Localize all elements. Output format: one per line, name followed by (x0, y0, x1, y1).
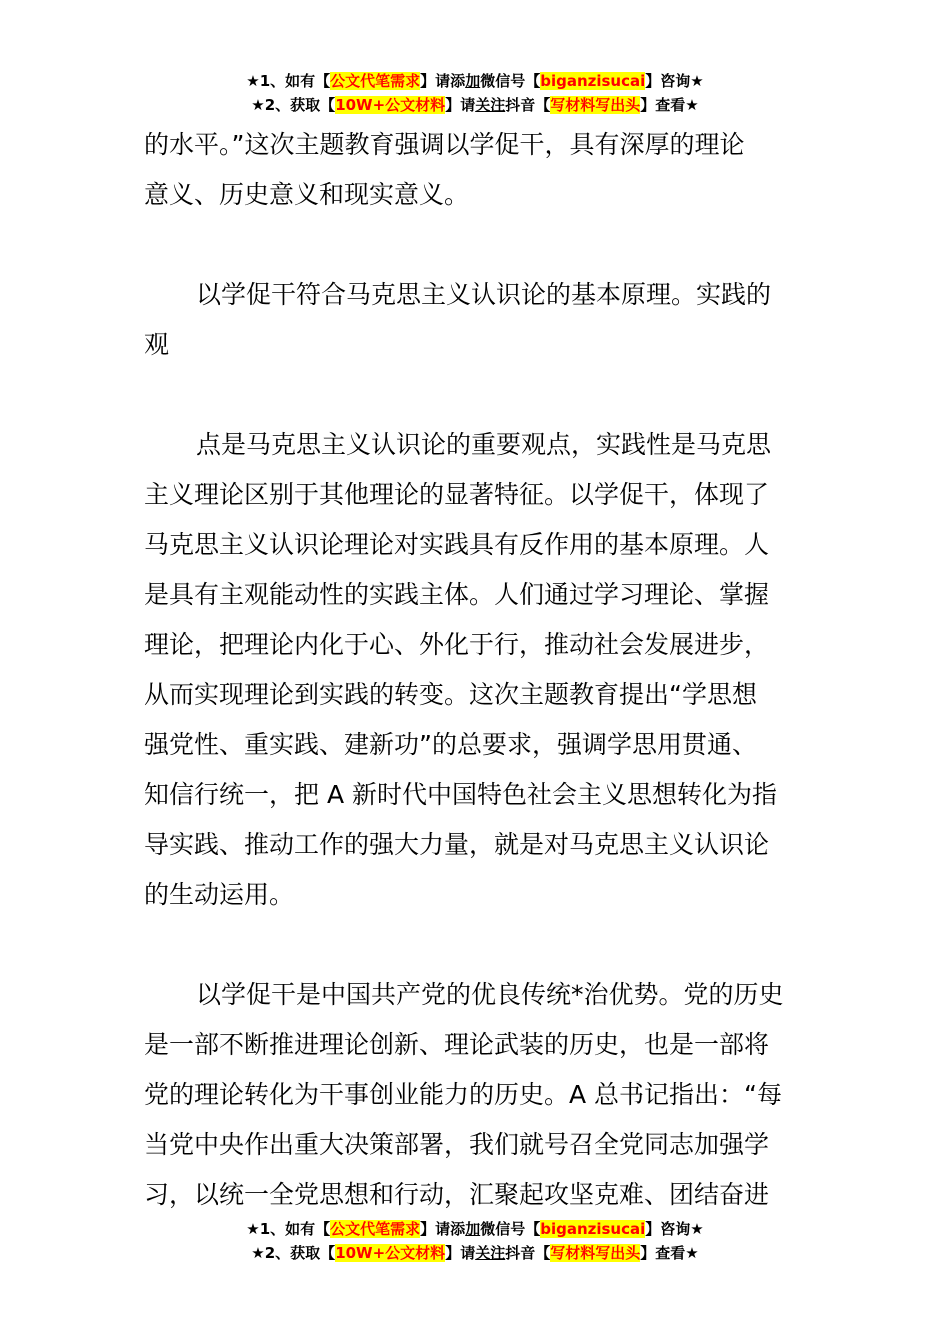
highlight-service: 公文代笔需求 (330, 1220, 421, 1238)
banner-text: 抖音【 (505, 96, 551, 114)
text-line: 知信行统一，把 A 新时代中国特色社会主义思想转化为指 (144, 780, 777, 809)
banner-line-1 (0, 69, 950, 93)
banner-text: ★2、获取【 (251, 1244, 336, 1262)
banner-text: 】查看★ (640, 1244, 699, 1262)
paragraph-4 (144, 970, 808, 1220)
banner-text: ★1、如有【 (246, 1220, 331, 1238)
banner-text: 微信号【 (480, 72, 541, 90)
banner-line-2 (0, 1241, 950, 1265)
text-line-content: 以学促干符合马克思主义认识论的基本原理。实践的 (196, 280, 772, 309)
banner-text: 】查看★ (640, 96, 699, 114)
text-line: 导实践、推动工作的强大力量，就是对马克思主义认识论 (144, 830, 770, 859)
banner-text: 】咨询★ (645, 72, 704, 90)
banner-underlined: 加 (465, 1220, 481, 1238)
banner-text: 微信号【 (480, 1220, 541, 1238)
banner-text: 】请 (445, 1244, 476, 1262)
text-line: 是一部不断推进理论创新、理论武装的历史，也是一部将 (144, 1030, 770, 1059)
header-banner (0, 69, 950, 117)
paragraph-3 (144, 420, 808, 920)
banner-text: ★1、如有【 (246, 72, 331, 90)
highlight-douyin-account: 写材料写出头 (550, 1244, 641, 1262)
banner-underlined: 加 (465, 72, 481, 90)
footer-banner (0, 1217, 950, 1265)
text-line: 从而实现理论到实践的转变。这次主题教育提出“学思想 (144, 680, 757, 709)
text-line-content: 点是马克思主义认识论的重要观点，实践性是马克思 (196, 430, 772, 459)
banner-text: ★2、获取【 (251, 96, 336, 114)
banner-text: 】请添 (420, 72, 466, 90)
paragraph-2 (144, 270, 808, 370)
text-line: 马克思主义认识论理论对实践具有反作用的基本原理。人 (144, 530, 770, 559)
text-line: 观 (144, 330, 170, 359)
text-line-content: 以学促干是中国共产党的优良传统*治优势。党的历史 (196, 980, 784, 1009)
text-line: 的生动运用。 (144, 880, 295, 909)
text-line: 习，以统一全党思想和行动，汇聚起攻坚克难、团结奋进 (144, 1180, 770, 1209)
banner-line-1 (0, 1217, 950, 1241)
highlight-materials: 10W+公文材料 (335, 96, 446, 114)
document-body (144, 120, 808, 1220)
highlight-materials: 10W+公文材料 (335, 1244, 446, 1262)
text-line (144, 420, 808, 470)
banner-text: 】请 (445, 96, 476, 114)
banner-underlined: 关注 (475, 96, 506, 114)
text-line: 主义理论区别于其他理论的显著特征。以学促干，体现了 (144, 480, 770, 509)
text-line: 理论，把理论内化于心、外化于行，推动社会发展进步， (144, 630, 770, 659)
highlight-wechat-id: biganzisucai (540, 72, 646, 90)
banner-text: 】咨询★ (645, 1220, 704, 1238)
highlight-service: 公文代笔需求 (330, 72, 421, 90)
text-line: 党的理论转化为干事创业能力的历史。A 总书记指出：“每 (144, 1080, 783, 1109)
text-line: 的水平。”这次主题教育强调以学促干，具有深厚的理论 (144, 130, 745, 159)
text-line (144, 270, 808, 320)
paragraph-1 (144, 120, 808, 220)
banner-text: 】请添 (420, 1220, 466, 1238)
text-line: 当党中央作出重大决策部署，我们就号召全党同志加强学 (144, 1130, 770, 1159)
text-line: 是具有主观能动性的实践主体。人们通过学习理论、掌握 (144, 580, 770, 609)
banner-line-2 (0, 93, 950, 117)
banner-text: 抖音【 (505, 1244, 551, 1262)
highlight-wechat-id: biganzisucai (540, 1220, 646, 1238)
banner-underlined: 关注 (475, 1244, 506, 1262)
text-line (144, 970, 808, 1020)
text-line: 强党性、重实践、建新功”的总要求，强调学思用贯通、 (144, 730, 757, 759)
text-line: 意义、历史意义和现实意义。 (144, 180, 470, 209)
highlight-douyin-account: 写材料写出头 (550, 96, 641, 114)
